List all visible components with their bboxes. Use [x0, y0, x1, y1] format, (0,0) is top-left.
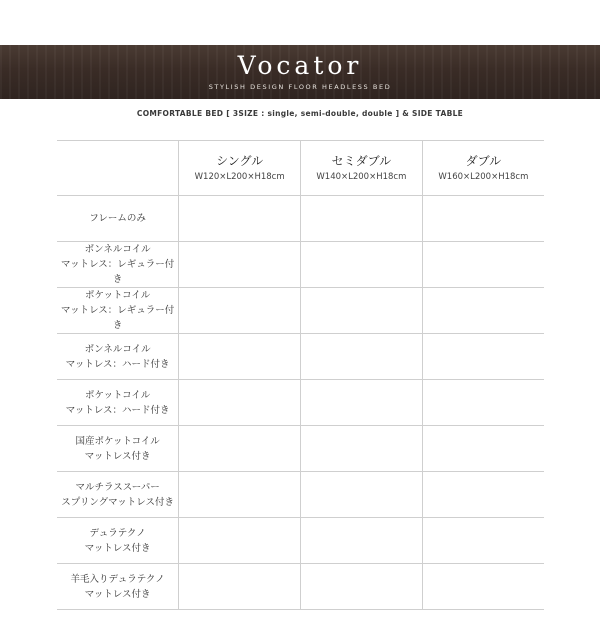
- row-label-line2: マットレス：ハード付き: [65, 358, 170, 370]
- row-label: [57, 518, 179, 564]
- table-cell: [301, 426, 423, 472]
- table-cell: [179, 196, 301, 242]
- table-cell: [179, 518, 301, 564]
- row-label-line1: フレームのみ: [89, 213, 146, 224]
- table-row: [57, 380, 544, 426]
- table-row: [57, 472, 544, 518]
- row-label: [57, 334, 179, 380]
- header-banner: [0, 45, 600, 99]
- row-label: [57, 380, 179, 426]
- row-label-line2: マットレス：レギュラー付き: [60, 259, 175, 285]
- table-cell: [301, 518, 423, 564]
- column-dimensions: W140×L200×H18cm: [316, 172, 407, 182]
- table-cell: [301, 288, 423, 334]
- table-cell: [179, 242, 301, 288]
- table-cell: [179, 426, 301, 472]
- row-label: [57, 288, 179, 334]
- table-row: [57, 288, 544, 334]
- row-label: [57, 426, 179, 472]
- table-row: [57, 426, 544, 472]
- row-label-line2: マットレス：レギュラー付き: [60, 305, 175, 331]
- table-cell: [301, 334, 423, 380]
- table-cell: [301, 472, 423, 518]
- row-label: [57, 242, 179, 288]
- table-cell: [422, 380, 544, 426]
- table-cell: [422, 564, 544, 610]
- table-cell: [301, 196, 423, 242]
- table-row: [57, 564, 544, 610]
- column-name: セミダブル: [331, 154, 392, 168]
- table-cell: [179, 334, 301, 380]
- row-label-line1: 国産ポケットコイル: [75, 435, 160, 447]
- row-label-line2: マットレス付き: [84, 450, 151, 462]
- row-label-line1: ボンネルコイル: [84, 343, 151, 355]
- table-row: [57, 518, 544, 564]
- table-row: [57, 334, 544, 380]
- row-label: [57, 472, 179, 518]
- table-cell: [422, 288, 544, 334]
- table-cell: [422, 518, 544, 564]
- row-label-line1: ボンネルコイル: [84, 244, 151, 255]
- table-cell: [422, 334, 544, 380]
- brand-subtitle: STYLISH DESIGN FLOOR HEADLESS BED: [208, 83, 392, 91]
- row-label-line1: ポケットコイル: [84, 389, 151, 401]
- table-cell: [179, 380, 301, 426]
- table-cell: [422, 472, 544, 518]
- table-cell: [179, 288, 301, 334]
- column-header-semi-double: [301, 141, 423, 196]
- brand-title: Vocator: [237, 51, 363, 80]
- table-row: [57, 196, 544, 242]
- table-row: [57, 242, 544, 288]
- table-cell: [179, 472, 301, 518]
- row-label-line1: マルチラススーパー: [75, 481, 160, 493]
- column-header-double: [422, 141, 544, 196]
- product-description: COMFORTABLE BED [ 3SIZE : single, semi-double, double ] & SIDE TABLE: [136, 109, 464, 118]
- row-label-line2: マットレス付き: [84, 542, 151, 554]
- column-header-single: [179, 141, 301, 196]
- table-cell: [301, 242, 423, 288]
- table-cell: [422, 242, 544, 288]
- row-label-line1: 羊毛入りデュラテクノ: [70, 573, 165, 585]
- row-label-line2: マットレス付き: [84, 588, 151, 600]
- table-cell: [422, 426, 544, 472]
- table-cell: [179, 564, 301, 610]
- column-dimensions: W160×L200×H18cm: [438, 172, 529, 182]
- column-dimensions: W120×L200×H18cm: [194, 172, 285, 182]
- row-label-line1: ポケットコイル: [84, 290, 151, 301]
- column-name: シングル: [216, 154, 264, 168]
- row-label-line2: スプリングマットレス付き: [61, 496, 174, 508]
- table-cell: [301, 380, 423, 426]
- corner-cell: [57, 141, 179, 196]
- row-label-line2: マットレス：ハード付き: [65, 404, 170, 416]
- table-cell: [422, 196, 544, 242]
- size-option-table: [57, 140, 544, 610]
- table-cell: [301, 564, 423, 610]
- column-name: ダブル: [465, 154, 502, 168]
- row-label: [57, 564, 179, 610]
- row-label-line1: デュラテクノ: [89, 527, 146, 539]
- row-label: [57, 196, 179, 242]
- table-header-row: [57, 141, 544, 196]
